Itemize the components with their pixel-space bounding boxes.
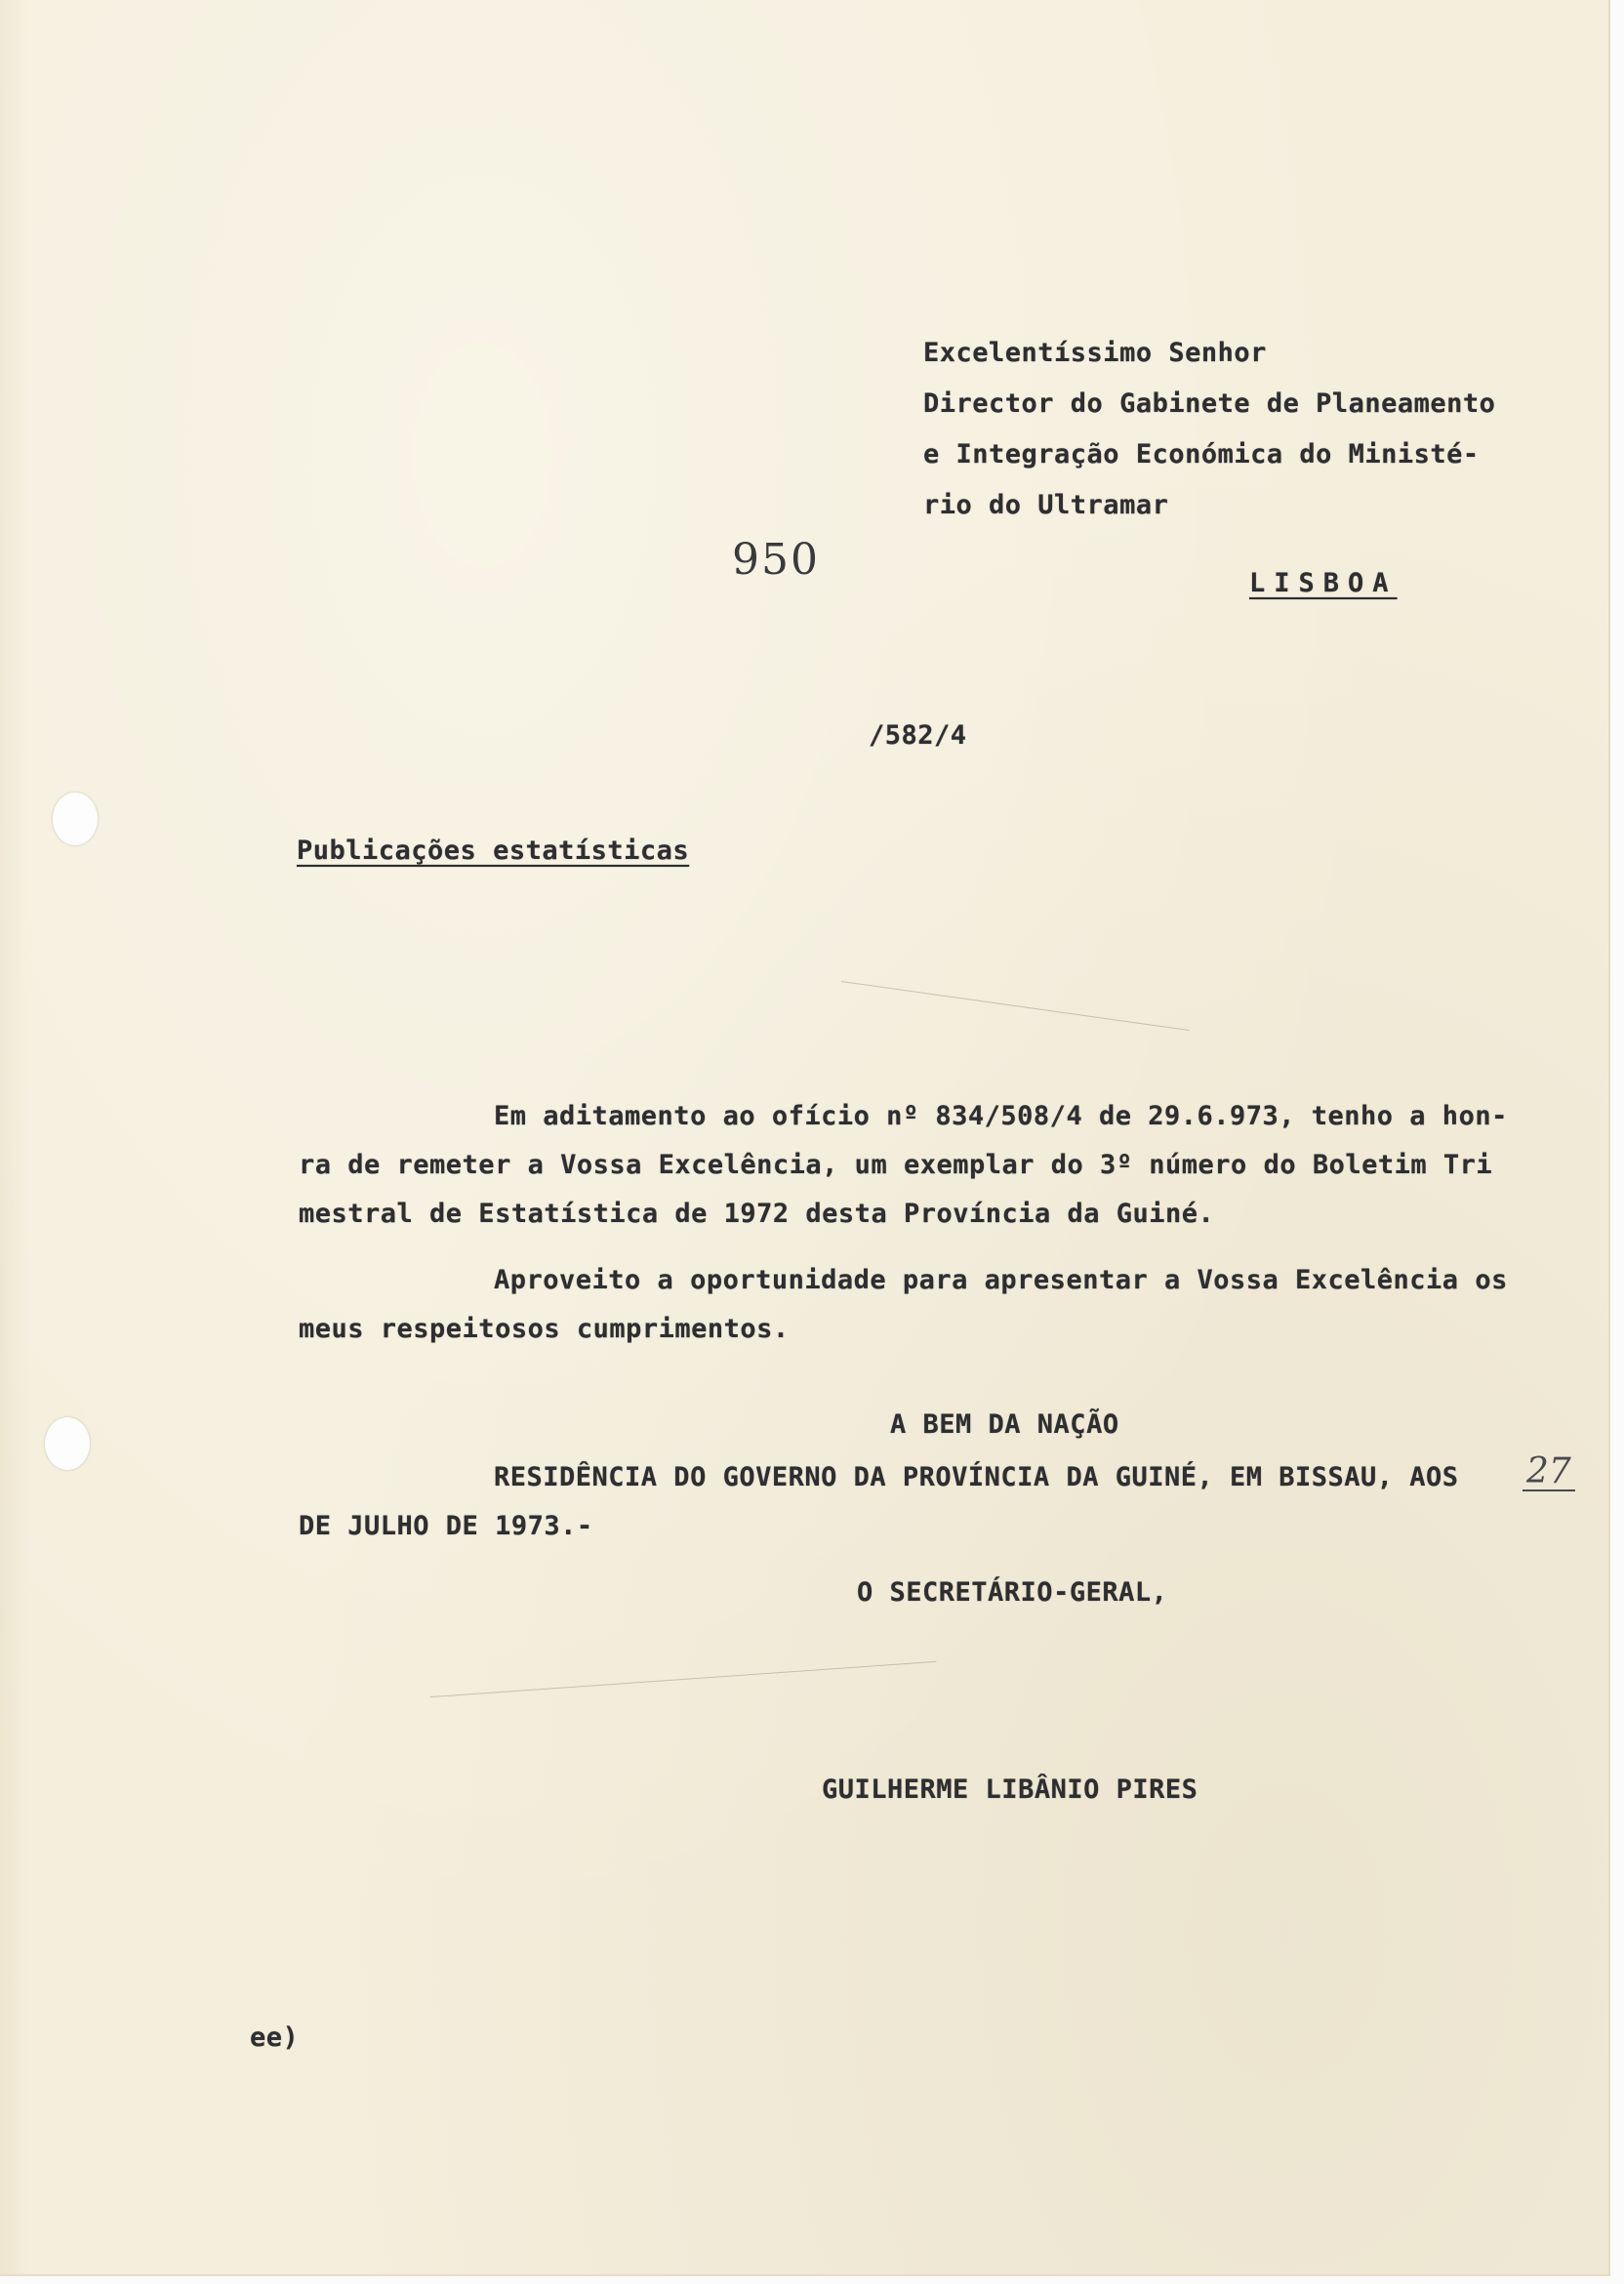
closing-motto: A BEM DA NAÇÃO [890,1409,1119,1440]
addressee-line-2: Director do Gabinete de Planeamento [923,388,1496,419]
reference-number: /582/4 [869,720,967,751]
body-paragraph-2-line-1: Aproveito a oportunidade para apresentar a Vossa Excelência os [494,1265,1508,1295]
registry-stamp-number: 950 [732,535,820,585]
addressee-line-1: Excelentíssimo Senhor [923,338,1267,368]
pencil-mark [841,981,1190,1031]
body-paragraph-2-line-2: meus respeitosos cumprimentos. [299,1314,790,1344]
addressee-line-3: e Integração Económica do Ministé- [923,439,1480,469]
subject-line: Publicações estatísticas [297,836,690,866]
punch-hole-top [53,793,98,845]
handwritten-day: 27 [1522,1454,1575,1491]
body-paragraph-1-line-3: mestral de Estatística de 1972 desta Província da Guiné. [299,1199,1215,1229]
typist-initials: ee) [250,2022,300,2053]
signatory-title: O SECRETÁRIO-GERAL, [857,1577,1168,1608]
addressee-line-4: rio do Ultramar [923,490,1169,520]
signatory-name: GUILHERME LIBÂNIO PIRES [822,1774,1198,1805]
closing-place-line-1: RESIDÊNCIA DO GOVERNO DA PROVÍNCIA DA GUINÉ, EM BISSAU, AOS [494,1462,1459,1492]
body-paragraph-1-line-1: Em aditamento ao ofício nº 834/508/4 de 29.6.973, tenho a hon- [494,1101,1508,1131]
pencil-mark [430,1661,937,1697]
body-paragraph-1-line-2: ra de remeter a Vossa Excelência, um exemplar do 3º número do Boletim Tri [299,1150,1493,1180]
addressee-city: LISBOA [1249,568,1398,598]
closing-place-line-2: DE JULHO DE 1973.- [299,1511,593,1541]
punch-hole-bottom [45,1417,90,1470]
